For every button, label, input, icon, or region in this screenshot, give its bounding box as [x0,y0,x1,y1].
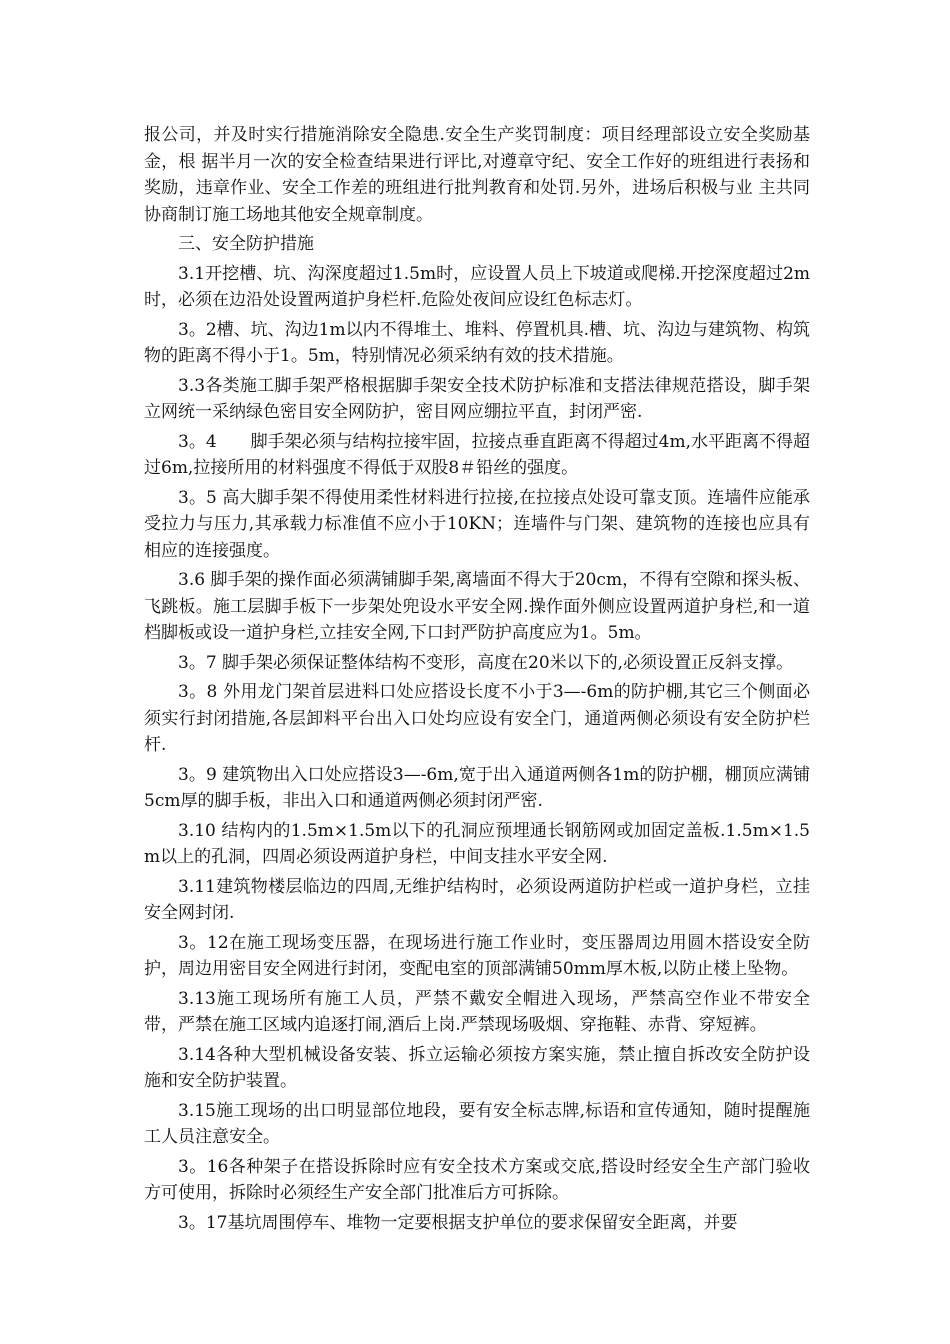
paragraph-3-11: 3.11建筑物楼层临边的四周,无维护结构时，必须设两道防护栏或一道护身栏，立挂安全网封闭. [144,876,810,923]
paragraph-3-15: 3.15施工现场的出口明显部位地段，要有安全标志牌,标语和宣传通知，随时提醒施工人员注意安全。 [144,1100,810,1147]
paragraph-3-14: 3.14各种大型机械设备安装、拆立运输必须按方案实施，禁止擅自拆改安全防护设施和安全防护装置。 [144,1044,810,1091]
paragraph-3-10: 3.10 结构内的1.5m×1.5m以下的孔洞应预埋通长钢筋网或加固定盖板.1.5m×1.5m以上的孔洞，四周必须设两道护身栏，中间支挂水平安全网. [144,820,810,867]
paragraph-3-6: 3.6 脚手架的操作面必须满铺脚手架,离墙面不得大于20cm，不得有空隙和探头板、飞跳板。施工层脚手板下一步架处兜设水平安全网.操作面外侧应设置两道护身栏,和一道档脚板或设一道护身栏,立挂安全网,下口封严防护高度应为1。5m。 [144,570,810,643]
paragraph-3-7: 3。7 脚手架必须保证整体结构不变形，高度在20米以下的,必须设置正反斜支撑。 [178,652,794,673]
paragraph-3-1: 3.1开挖槽、坑、沟深度超过1.5m时，应设置人员上下坡道或爬梯.开挖深度超过2m时，必须在边沿处设置两道护身栏杆.危险处夜间应设红色标志灯。 [144,263,810,310]
paragraph-3-8: 3。8 外用龙门架首层进料口处应搭设长度不小于3—-6m的防护棚,其它三个侧面必须实行封闭措施,各层卸料平台出入口处均应设有安全门，通道两侧必须设有安全防护栏杆. [144,682,810,755]
paragraph-3-16: 3。16各种架子在搭设拆除时应有安全技术方案或交底,搭设时经安全生产部门验收方可使用，拆除时必须经生产安全部门批准后方可拆除。 [144,1156,810,1203]
paragraph-3-9: 3。9 建筑物出入口处应搭设3—-6m,宽于出入通道两侧各1m的防护棚，棚顶应满铺5cm厚的脚手板，非出入口和通道两侧必须封闭严密. [144,764,810,811]
paragraph-3-13: 3.13施工现场所有施工人员，严禁不戴安全帽进入现场，严禁高空作业不带安全带，严禁在施工区域内追逐打闹,酒后上岗.严禁现场吸烟、穿拖鞋、赤背、穿短裤。 [144,988,810,1035]
paragraph-3-4: 3。4 脚手架必须与结构拉接牢固，拉接点垂直距离不得超过4m,水平距离不得超过6m,拉接所用的材料强度不得低于双股8＃铅丝的强度。 [144,431,810,478]
paragraph-3-12: 3。12在施工现场变压器，在现场进行施工作业时，变压器周边用圆木搭设安全防护，周边用密目安全网进行封闭，变配电室的顶部满铺50mm厚木板,以防止楼上坠物。 [144,932,810,979]
document-body [144,122,810,1239]
paragraph-3-3: 3.3各类施工脚手架严格根据脚手架安全技术防护标准和支搭法律规范搭设，脚手架立网统一采纳绿色密目安全网防护，密目网应绷拉平直，封闭严密. [144,375,810,422]
paragraph-3-17: 3。17基坑周围停车、堆物一定要根据支护单位的要求保留安全距离，并要 [178,1212,738,1233]
paragraph-3-5: 3。5 高大脚手架不得使用柔性材料进行拉接,在拉接点处设可靠支顶。连墙件应能承受拉力与压力,其承载力标准值不应小于10KN；连墙件与门架、建筑物的连接也应具有相应的连接强度。 [144,487,810,561]
section-heading: 三、安全防护措施 [178,234,314,254]
paragraph-continued: 报公司，并及时实行措施消除安全隐患.安全生产奖罚制度：项目经理部设立安全奖励基金，根 据半月一次的安全检查结果进行评比,对遵章守纪、安全工作好的班组进行表扬和奖励，违章作业、安全工作差的班组进行批判教育和处罚.另外，进场后积极与业 主共同协商制订施工场地其他安全规章制度。 [144,125,810,225]
paragraph-3-2: 3。2槽、坑、沟边1m以内不得堆土、堆料、停置机具.槽、坑、沟边与建筑物、构筑物的距离不得小于1。5m，特别情况必须采纳有效的技术措施。 [144,319,810,366]
